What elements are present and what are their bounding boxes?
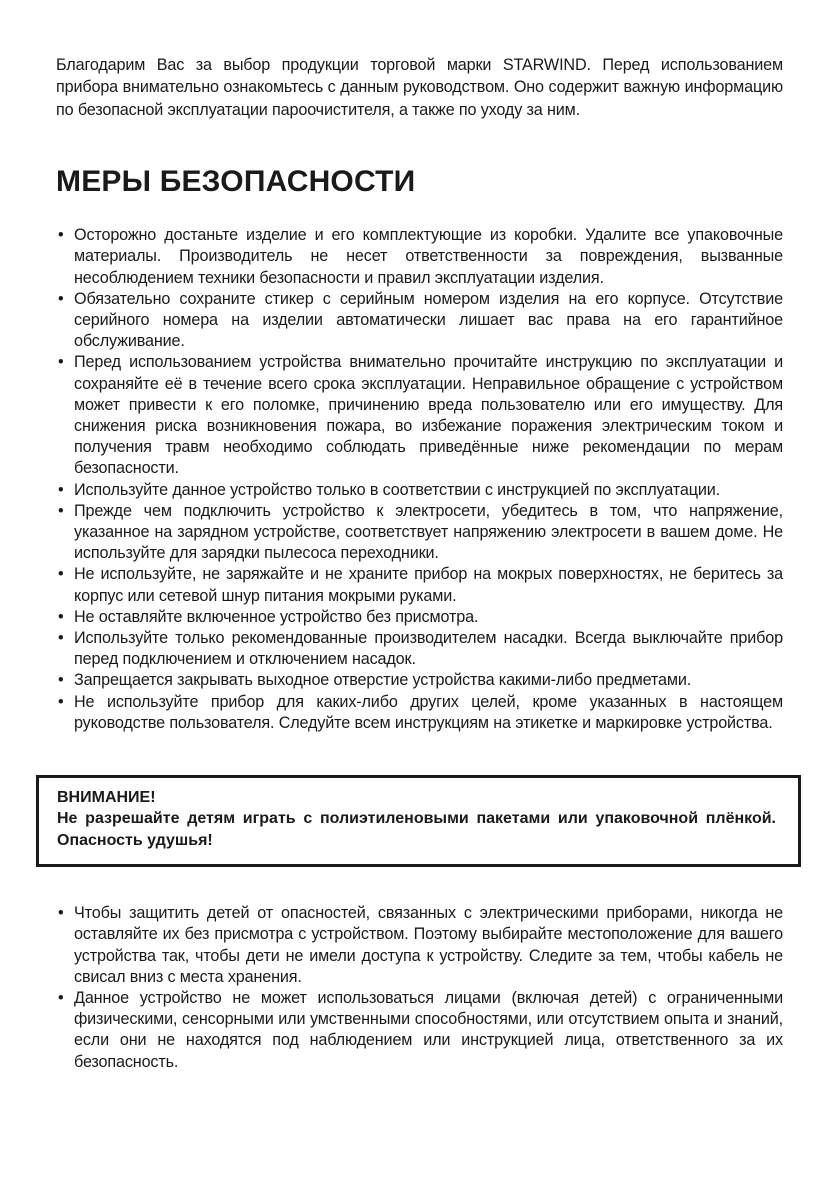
children-safety-list [56,903,783,1073]
bullet-icon: • [58,501,64,520]
intro-paragraph: Благодарим Вас за выбор продукции торговой марки STARWIND. Перед использованием прибора внимательно ознакомьтесь с данным руководством. Оно содержит важную информацию по безопасной эксплуатации пароочистителя, а также по уходу за ним. [56,56,783,119]
list-item-text: Обязательно сохраните стикер с серийным номером изделия на его корпусе. Отсутствие серийного номера на изделии автоматически лишает вас права на его гарантийное обслуживание. [74,289,783,351]
list-item [56,692,783,734]
bullet-icon: • [58,607,64,626]
safety-list [56,225,783,734]
bullet-icon: • [58,629,64,648]
bullet-icon: • [58,692,64,711]
list-item-text: Перед использованием устройства внимательно прочитайте инструкцию по эксплуатации и сохраняйте её в течение всего срока эксплуатации. Неправильное обращение с устройством может привести к его поломке, причинению вреда пользователю или его имуществу. Для снижения риска возникновения пожара, во избежание поражения электрическим током и получения травм необходимо соблюдать приведённые ниже рекомендации по мерам безопасности. [74,353,783,478]
warning-title: ВНИМАНИЕ! [57,789,156,807]
list-item-text: Не используйте, не заряжайте и не храните прибор на мокрых поверхностях, не беритесь за корпус или сетевой шнур питания мокрыми руками. [74,565,783,605]
list-item [56,352,783,479]
list-item [56,628,783,670]
bullet-icon: • [58,289,64,308]
list-item [56,564,783,606]
list-item-text: Не используйте прибор для каких-либо других целей, кроме указанных в настоящем руководстве пользователя. Следуйте всем инструкциям на этикетке и маркировке устройства. [74,692,783,732]
warning-text: Не разрешайте детям играть с полиэтиленовыми пакетами или упаковочной плёнкой. Опасность удушья! [57,810,776,850]
list-item [56,225,783,289]
list-item-text: Прежде чем подключить устройство к электросети, убедитесь в том, что напряжение, указанное на зарядном устройстве, соответствует напряжению электросети в вашем доме. Не используйте для зарядки пылесоса переходники. [74,501,783,563]
list-item-text: Чтобы защитить детей от опасностей, связанных с электрическими приборами, никогда не оставляйте их без присмотра с устройством. Поэтому выбирайте местоположение для вашего устройства так, чтобы дети не имели доступа к устройству. Следите за тем, чтобы кабель не свисал вниз с места хранения. [74,904,783,986]
bullet-icon: • [58,226,64,245]
bullet-icon: • [58,988,64,1007]
list-item [56,480,783,501]
list-item-text: Осторожно достаньте изделие и его комплектующие из коробки. Удалите все упаковочные материалы. Производитель не несет ответственности за повреждения, вызванные несоблюдением техники безопасности и правил эксплуатации изделия. [74,226,783,287]
list-item [56,289,783,353]
bullet-icon: • [58,671,64,690]
list-item [56,988,783,1073]
bullet-icon: • [58,480,64,499]
section-heading: МЕРЫ БЕЗОПАСНОСТИ [56,165,416,199]
list-item-text: Используйте только рекомендованные производителем насадки. Всегда выключайте прибор перед подключением и отключением насадок. [74,629,783,669]
list-item [56,501,783,565]
list-item-text: Данное устройство не может использоваться лицами (включая детей) с ограниченными физическими, сенсорными или умственными способностями, или отсутствием опыта и знаний, если они не находятся под наблюдением или инструкцией лица, ответственного за их безопасность. [74,988,783,1071]
list-item-text: Не оставляйте включенное устройство без присмотра. [74,607,479,626]
list-item-text: Используйте данное устройство только в соответствии с инструкцией по эксплуатации. [74,480,720,499]
list-item [56,670,783,691]
bullet-icon: • [58,353,64,372]
list-item [56,607,783,628]
list-item [56,903,783,988]
bullet-icon: • [58,565,64,584]
list-item-text: Запрещается закрывать выходное отверстие устройства какими-либо предметами. [74,671,692,690]
warning-box [36,775,801,867]
bullet-icon: • [58,904,64,923]
